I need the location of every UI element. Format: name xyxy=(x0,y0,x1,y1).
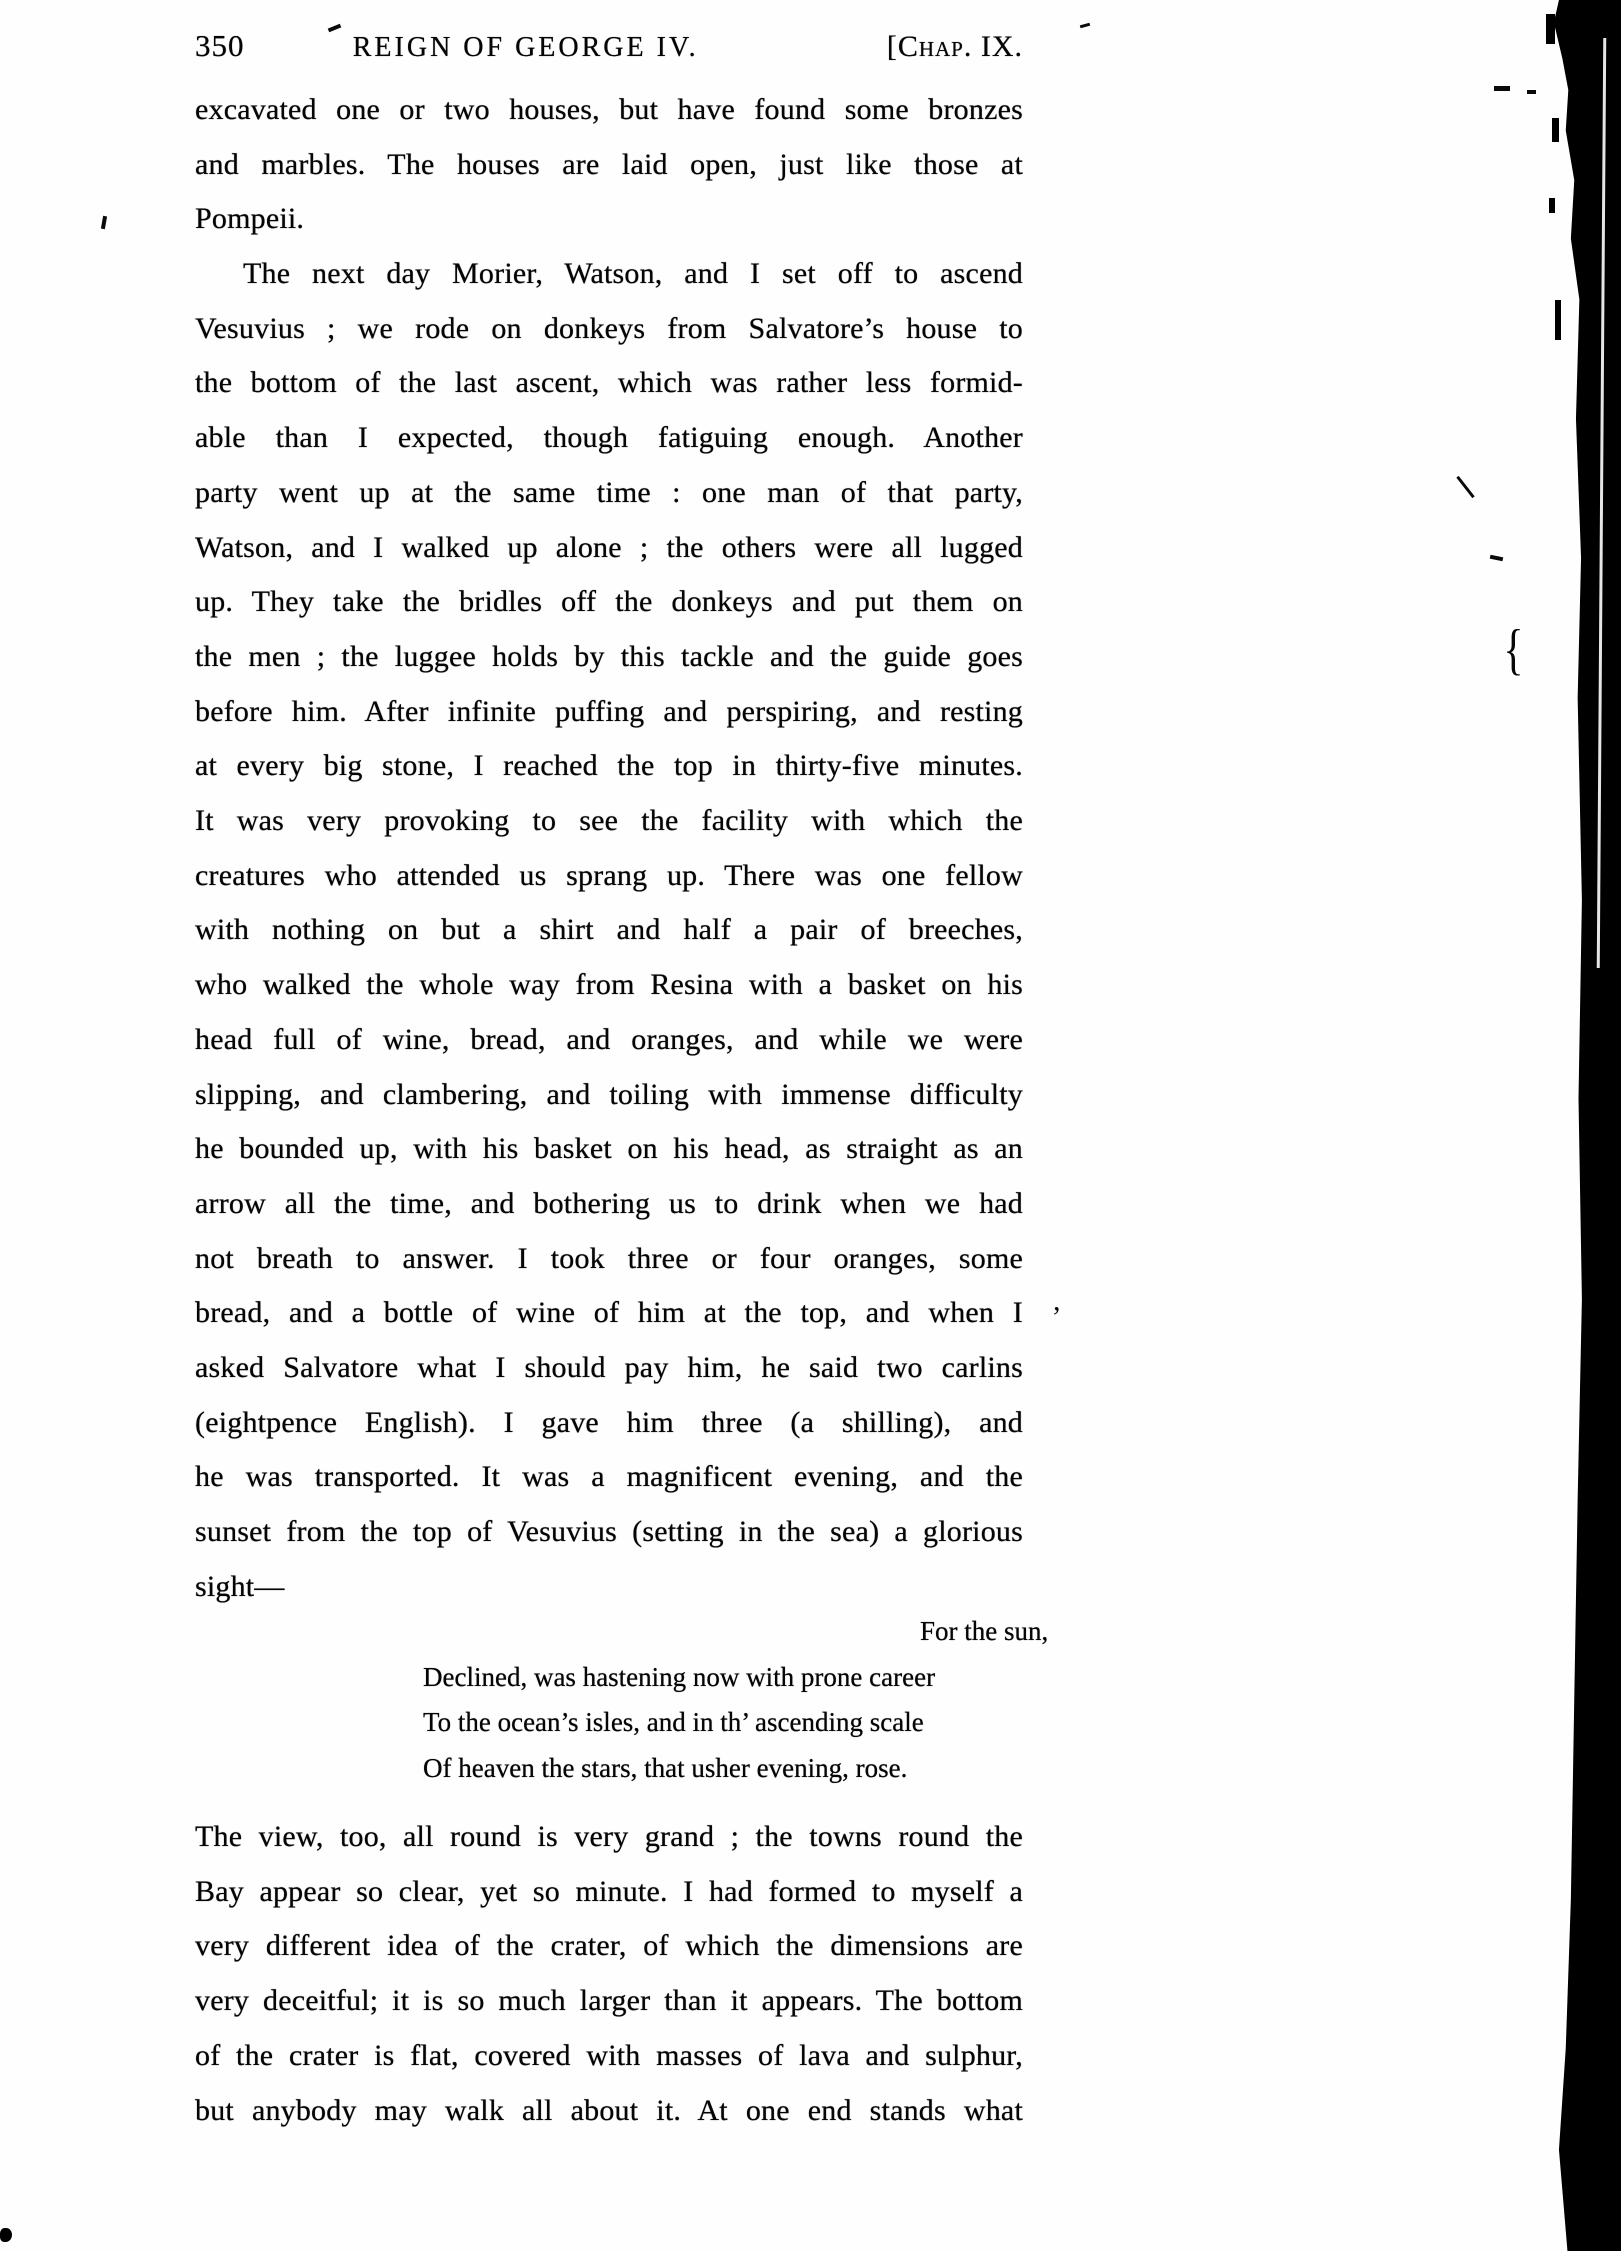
text-line: sunset from the top of Vesuvius (setting in the sea) a glorious xyxy=(195,1515,1023,1549)
text-line: very different idea of the crater, of which the dimensions are xyxy=(195,1929,1023,1963)
page-header xyxy=(195,28,1023,64)
margin-tick xyxy=(1456,476,1474,498)
margin-mark xyxy=(1527,90,1536,94)
text-line: and marbles. The houses are laid open, just like those at xyxy=(195,147,1023,181)
text-line: It was very provoking to see the facility with which the xyxy=(195,804,1023,838)
stray-comma-mark: , xyxy=(1053,1284,1061,1317)
binding-speck xyxy=(1549,198,1555,213)
text-line: very deceitful; it is so much larger than it appears. The bottom xyxy=(195,1984,1023,2018)
handwritten-brace-mark: { xyxy=(1503,619,1524,681)
text-line: To the ocean’s isles, and in th’ ascending scale xyxy=(423,1707,924,1737)
text-line: the bottom of the last ascent, which was rather less formid- xyxy=(195,366,1023,400)
margin-mark xyxy=(101,216,107,229)
binding-speck xyxy=(1546,14,1555,44)
corner-ink-speck xyxy=(0,2228,12,2242)
text-line: Vesuvius ; we rode on donkeys from Salvatore’s house to xyxy=(195,311,1023,345)
text-line: he bounded up, with his basket on his head, as straight as an xyxy=(195,1132,1023,1166)
text-line: up. They take the bridles off the donkeys and put them on xyxy=(195,585,1023,619)
paragraph-continuation xyxy=(195,83,1023,247)
chapter-header: [Chap. IX. xyxy=(886,30,1023,63)
text-line: party went up at the same time : one man of that party, xyxy=(195,475,1023,509)
text-line: Pompeii. xyxy=(195,202,305,236)
text-line: but anybody may walk all about it. At one end stands what xyxy=(195,2093,1023,2127)
text-line: able than I expected, though fatiguing enough. Another xyxy=(195,421,1023,455)
text-line: head full of wine, bread, and oranges, and while we were xyxy=(195,1022,1023,1056)
text-line: who walked the whole way from Resina with a basket on his xyxy=(195,968,1023,1002)
running-title: REIGN OF GEORGE IV. xyxy=(352,32,699,63)
paragraph-vesuvius-ascent xyxy=(195,247,1023,1615)
page-number: 350 xyxy=(195,28,245,63)
text-line: sight— xyxy=(195,1569,285,1603)
text-line: For the sun, xyxy=(920,1616,1049,1646)
text-line: Declined, was hastening now with prone career xyxy=(423,1661,936,1692)
binding-shadow-bar xyxy=(1536,0,1621,2251)
text-line: before him. After infinite puffing and perspiring, and resting xyxy=(195,694,1023,728)
binding-speck xyxy=(1552,118,1559,142)
paragraph-crater-view xyxy=(195,1810,1023,2138)
text-line: at every big stone, I reached the top in thirty-five minutes. xyxy=(195,749,1023,783)
text-line: Of heaven the stars, that usher evening, rose. xyxy=(423,1752,908,1783)
text-line: arrow all the time, and bothering us to drink when we had xyxy=(195,1186,1023,1220)
text-line: Watson, and I walked up alone ; the others were all lugged xyxy=(195,530,1023,564)
text-line: excavated one or two houses, but have found some bronzes xyxy=(195,93,1023,126)
binding-speck xyxy=(1555,300,1561,340)
text-line: Bay appear so clear, yet so minute. I had formed to myself a xyxy=(195,1874,1023,1908)
margin-mark xyxy=(1080,23,1090,28)
text-line: he was transported. It was a magnificent evening, and the xyxy=(195,1460,1023,1494)
text-line: of the crater is flat, covered with masses of lava and sulphur, xyxy=(195,2038,1023,2072)
text-line: The view, too, all round is very grand ; the towns round the xyxy=(195,1820,1023,1853)
text-line: not breath to answer. I took three or four oranges, some xyxy=(195,1241,1023,1275)
verse-quotation xyxy=(195,1609,1095,1791)
text-line: (eightpence English). I gave him three (a shilling), and xyxy=(195,1405,1023,1439)
margin-mark xyxy=(1490,555,1504,562)
text-line: the men ; the luggee holds by this tackle and the guide goes xyxy=(195,639,1023,673)
text-line: The next day Morier, Watson, and I set off to ascend xyxy=(243,257,1023,290)
text-line: bread, and a bottle of wine of him at the top, and when I xyxy=(195,1296,1023,1330)
text-line: slipping, and clambering, and toiling with immense difficulty xyxy=(195,1077,1023,1111)
margin-mark xyxy=(1494,86,1510,91)
text-line: asked Salvatore what I should pay him, he said two carlins xyxy=(195,1351,1023,1385)
text-line: with nothing on but a shirt and half a pair of breeches, xyxy=(195,913,1023,947)
text-line: creatures who attended us sprang up. There was one fellow xyxy=(195,858,1023,892)
